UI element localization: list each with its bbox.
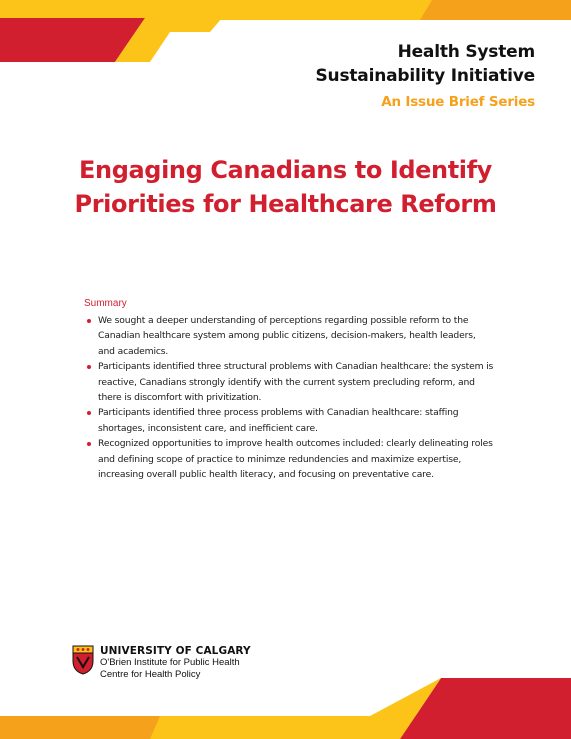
series-header — [316, 40, 536, 110]
bullet-icon — [87, 411, 91, 415]
university-crest-icon — [72, 645, 94, 675]
summary-item — [84, 436, 494, 482]
summary-list — [84, 313, 494, 482]
initiative-title-line1: Health System — [397, 42, 535, 62]
series-subtitle: An Issue Brief Series — [381, 94, 535, 110]
summary-item — [84, 405, 494, 436]
bullet-icon — [87, 319, 91, 323]
centre-name: Centre for Health Policy — [100, 669, 201, 680]
university-logo — [72, 645, 251, 681]
summary-heading: Summary — [84, 298, 127, 309]
bottom-banner-decoration — [0, 678, 571, 739]
summary-item-text: Participants identified three process problems with Canadian healthcare: staffing shortages, inconsistent care, and inefficient care. — [98, 407, 459, 434]
bullet-icon — [87, 442, 91, 446]
summary-item-text: Participants identified three structural problems with Canadian healthcare: the system is reactive, Canadians strongly identify with the current system precluding reform, and there is discomfort with privitization. — [98, 361, 494, 404]
document-title-line2: Priorities for Healthcare Reform — [74, 190, 497, 218]
university-name: UNIVERSITY OF CALGARY — [100, 645, 251, 657]
summary-item-text: We sought a deeper understanding of perceptions regarding possible reform to the Canadian healthcare system among public citizens, decision-makers, health leaders, and academics. — [98, 315, 476, 357]
summary-section — [84, 298, 494, 482]
document-title — [0, 153, 571, 221]
bullet-icon — [87, 365, 91, 369]
document-title-line1: Engaging Canadians to Identify — [79, 156, 492, 184]
summary-item — [84, 359, 494, 405]
summary-item-text: Recognized opportunities to improve health outcomes included: clearly delineating roles and defining scope of practice to minimze redundencies and maximize expertise, increasing overall public health literacy, and focusing on preventative care. — [98, 438, 493, 481]
institute-name: O'Brien Institute for Public Health — [100, 657, 240, 668]
summary-item — [84, 313, 494, 359]
initiative-title-line2: Sustainability Initiative — [315, 66, 535, 86]
